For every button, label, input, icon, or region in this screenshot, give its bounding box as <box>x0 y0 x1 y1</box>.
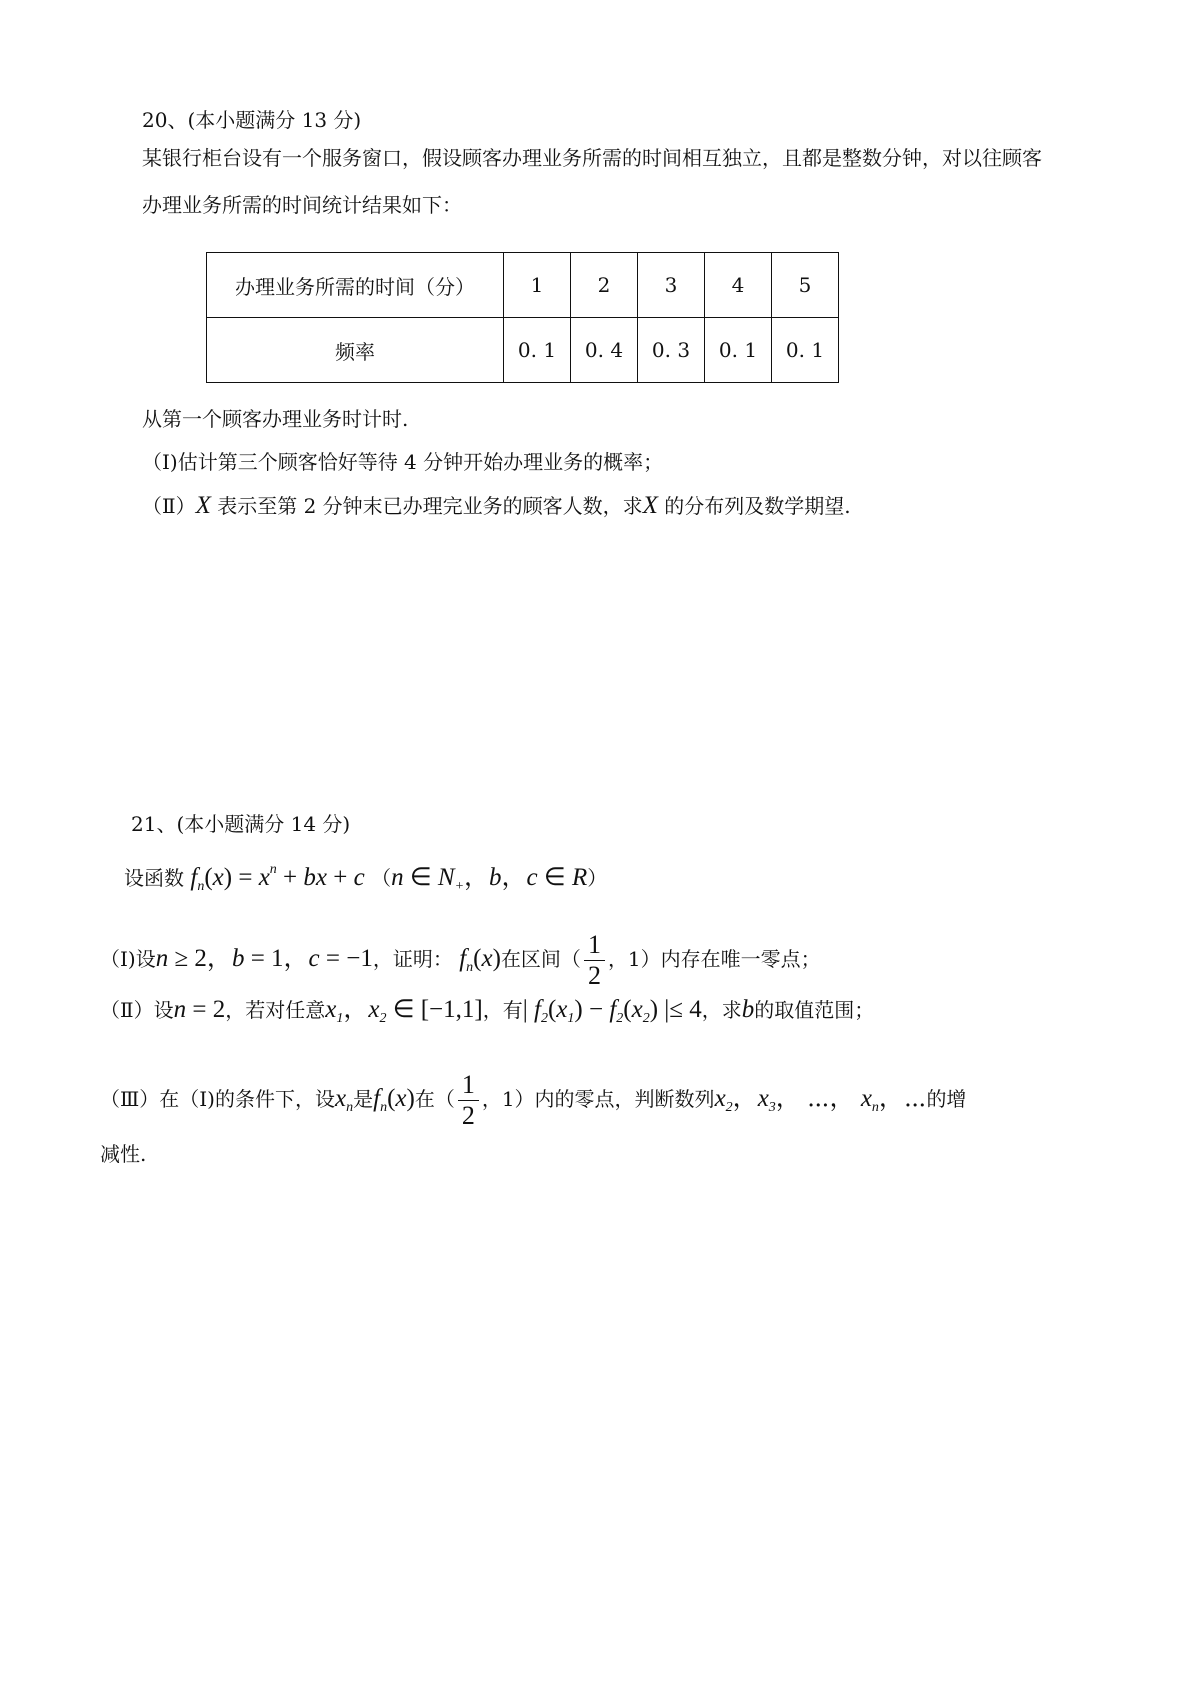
q21-part1-text: 在区间（ <box>500 947 581 971</box>
condition-math: n ≥ 2，b = 1，c = −1 <box>155 945 373 972</box>
q21-part1 <box>100 930 821 991</box>
fraction-one-half: $\frac{1}{2}$ <box>584 930 605 991</box>
q21-part3-text: ，1）内的零点，判断数列 <box>481 1087 715 1111</box>
q21-part3-continuation: 减性. <box>100 1142 147 1166</box>
q21-part2-text: ，有 <box>482 998 523 1022</box>
q21-part2-text: 的取值范围； <box>754 998 875 1022</box>
q21-part1-text: ，证明： <box>372 947 453 971</box>
table-row <box>207 318 839 383</box>
variable-x: X <box>195 492 211 519</box>
fraction-one-half: $\frac{1}{2}$ <box>458 1070 479 1131</box>
variable-b: b <box>741 996 755 1023</box>
sequence-math: $x_2$，$x_3$， ⋯， $x_n$，⋯ <box>714 1085 927 1115</box>
table-row <box>207 253 839 318</box>
q21-part2-text: ，求 <box>701 998 742 1022</box>
q20-part1: （Ⅰ)估计第三个顾客恰好等待 4 分钟开始办理业务的概率； <box>142 450 664 474</box>
function-definition: $f_n(x) = x^n$ + bx + c <box>190 862 365 894</box>
frequency-cell: 0. 1 <box>705 318 772 383</box>
q20-part2-mid: 表示至第 2 分钟末已办理完业务的顾客人数，求 <box>210 494 643 518</box>
domain-condition: n ∈ $N_+$，b，c ∈ R <box>391 864 588 894</box>
paren-open: （ <box>371 866 392 890</box>
q21-part3-text: 是 <box>353 1087 374 1111</box>
q21-intro <box>124 856 607 901</box>
q20-part2 <box>142 492 851 520</box>
condition-math: n = 2 <box>173 996 226 1023</box>
time-header-cell: 办理业务所需的时间（分） <box>207 253 504 318</box>
frequency-cell: 0. 1 <box>772 318 839 383</box>
q20-part2-suffix: 的分布列及数学期望. <box>657 494 851 518</box>
function-fn: $f_n(x)$ <box>459 945 501 975</box>
variables-x1-x2: $x_1$，$x_2$ ∈ [−1,1] <box>325 996 483 1026</box>
variable-x: X <box>642 492 658 519</box>
time-cell: 5 <box>772 253 839 318</box>
frequency-cell: 0. 3 <box>638 318 705 383</box>
time-cell: 2 <box>571 253 638 318</box>
time-cell: 1 <box>504 253 571 318</box>
q21-part3-text: 的增 <box>926 1087 967 1111</box>
q20-after-table: 从第一个顾客办理业务时计时. <box>142 407 409 431</box>
frequency-cell: 0. 4 <box>571 318 638 383</box>
q20-part2-label: （Ⅱ） <box>142 494 196 518</box>
q21-title: 21、(本小题满分 14 分) <box>131 812 351 836</box>
function-fn: $f_n(x)$ <box>373 1085 415 1115</box>
q20-stem-line2: 办理业务所需的时间统计结果如下： <box>142 193 462 217</box>
q21-part2 <box>100 996 874 1033</box>
q21-part3 <box>100 1070 966 1131</box>
time-cell: 4 <box>705 253 772 318</box>
q20-title: 20、(本小题满分 13 分) <box>142 108 362 132</box>
q21-intro-prefix: 设函数 <box>124 866 184 890</box>
paren-close: ） <box>587 866 608 890</box>
q21-part1-label: （Ⅰ)设 <box>100 947 156 971</box>
frequency-header-cell: 频率 <box>207 318 504 383</box>
q21-part3-label: （Ⅲ）在（Ⅰ)的条件下，设 <box>100 1087 335 1111</box>
frequency-table <box>206 252 839 383</box>
frequency-cell: 0. 1 <box>504 318 571 383</box>
q20-stem-line1: 某银行柜台设有一个服务窗口，假设顾客办理业务所需的时间相互独立，且都是整数分钟，对以往顾客 <box>142 146 1042 170</box>
q21-part2-text: ，若对任意 <box>225 998 326 1022</box>
q21-part2-label: （Ⅱ）设 <box>100 998 174 1022</box>
q21-part3-text: 在（ <box>414 1087 455 1111</box>
q21-part1-text: ，1）内存在唯一零点； <box>607 947 821 971</box>
variable-xn: $x_n$ <box>335 1085 354 1115</box>
inequality-math: | $f_2(x_1) - f_2(x_2)$ |≤ 4 <box>522 996 702 1026</box>
time-cell: 3 <box>638 253 705 318</box>
